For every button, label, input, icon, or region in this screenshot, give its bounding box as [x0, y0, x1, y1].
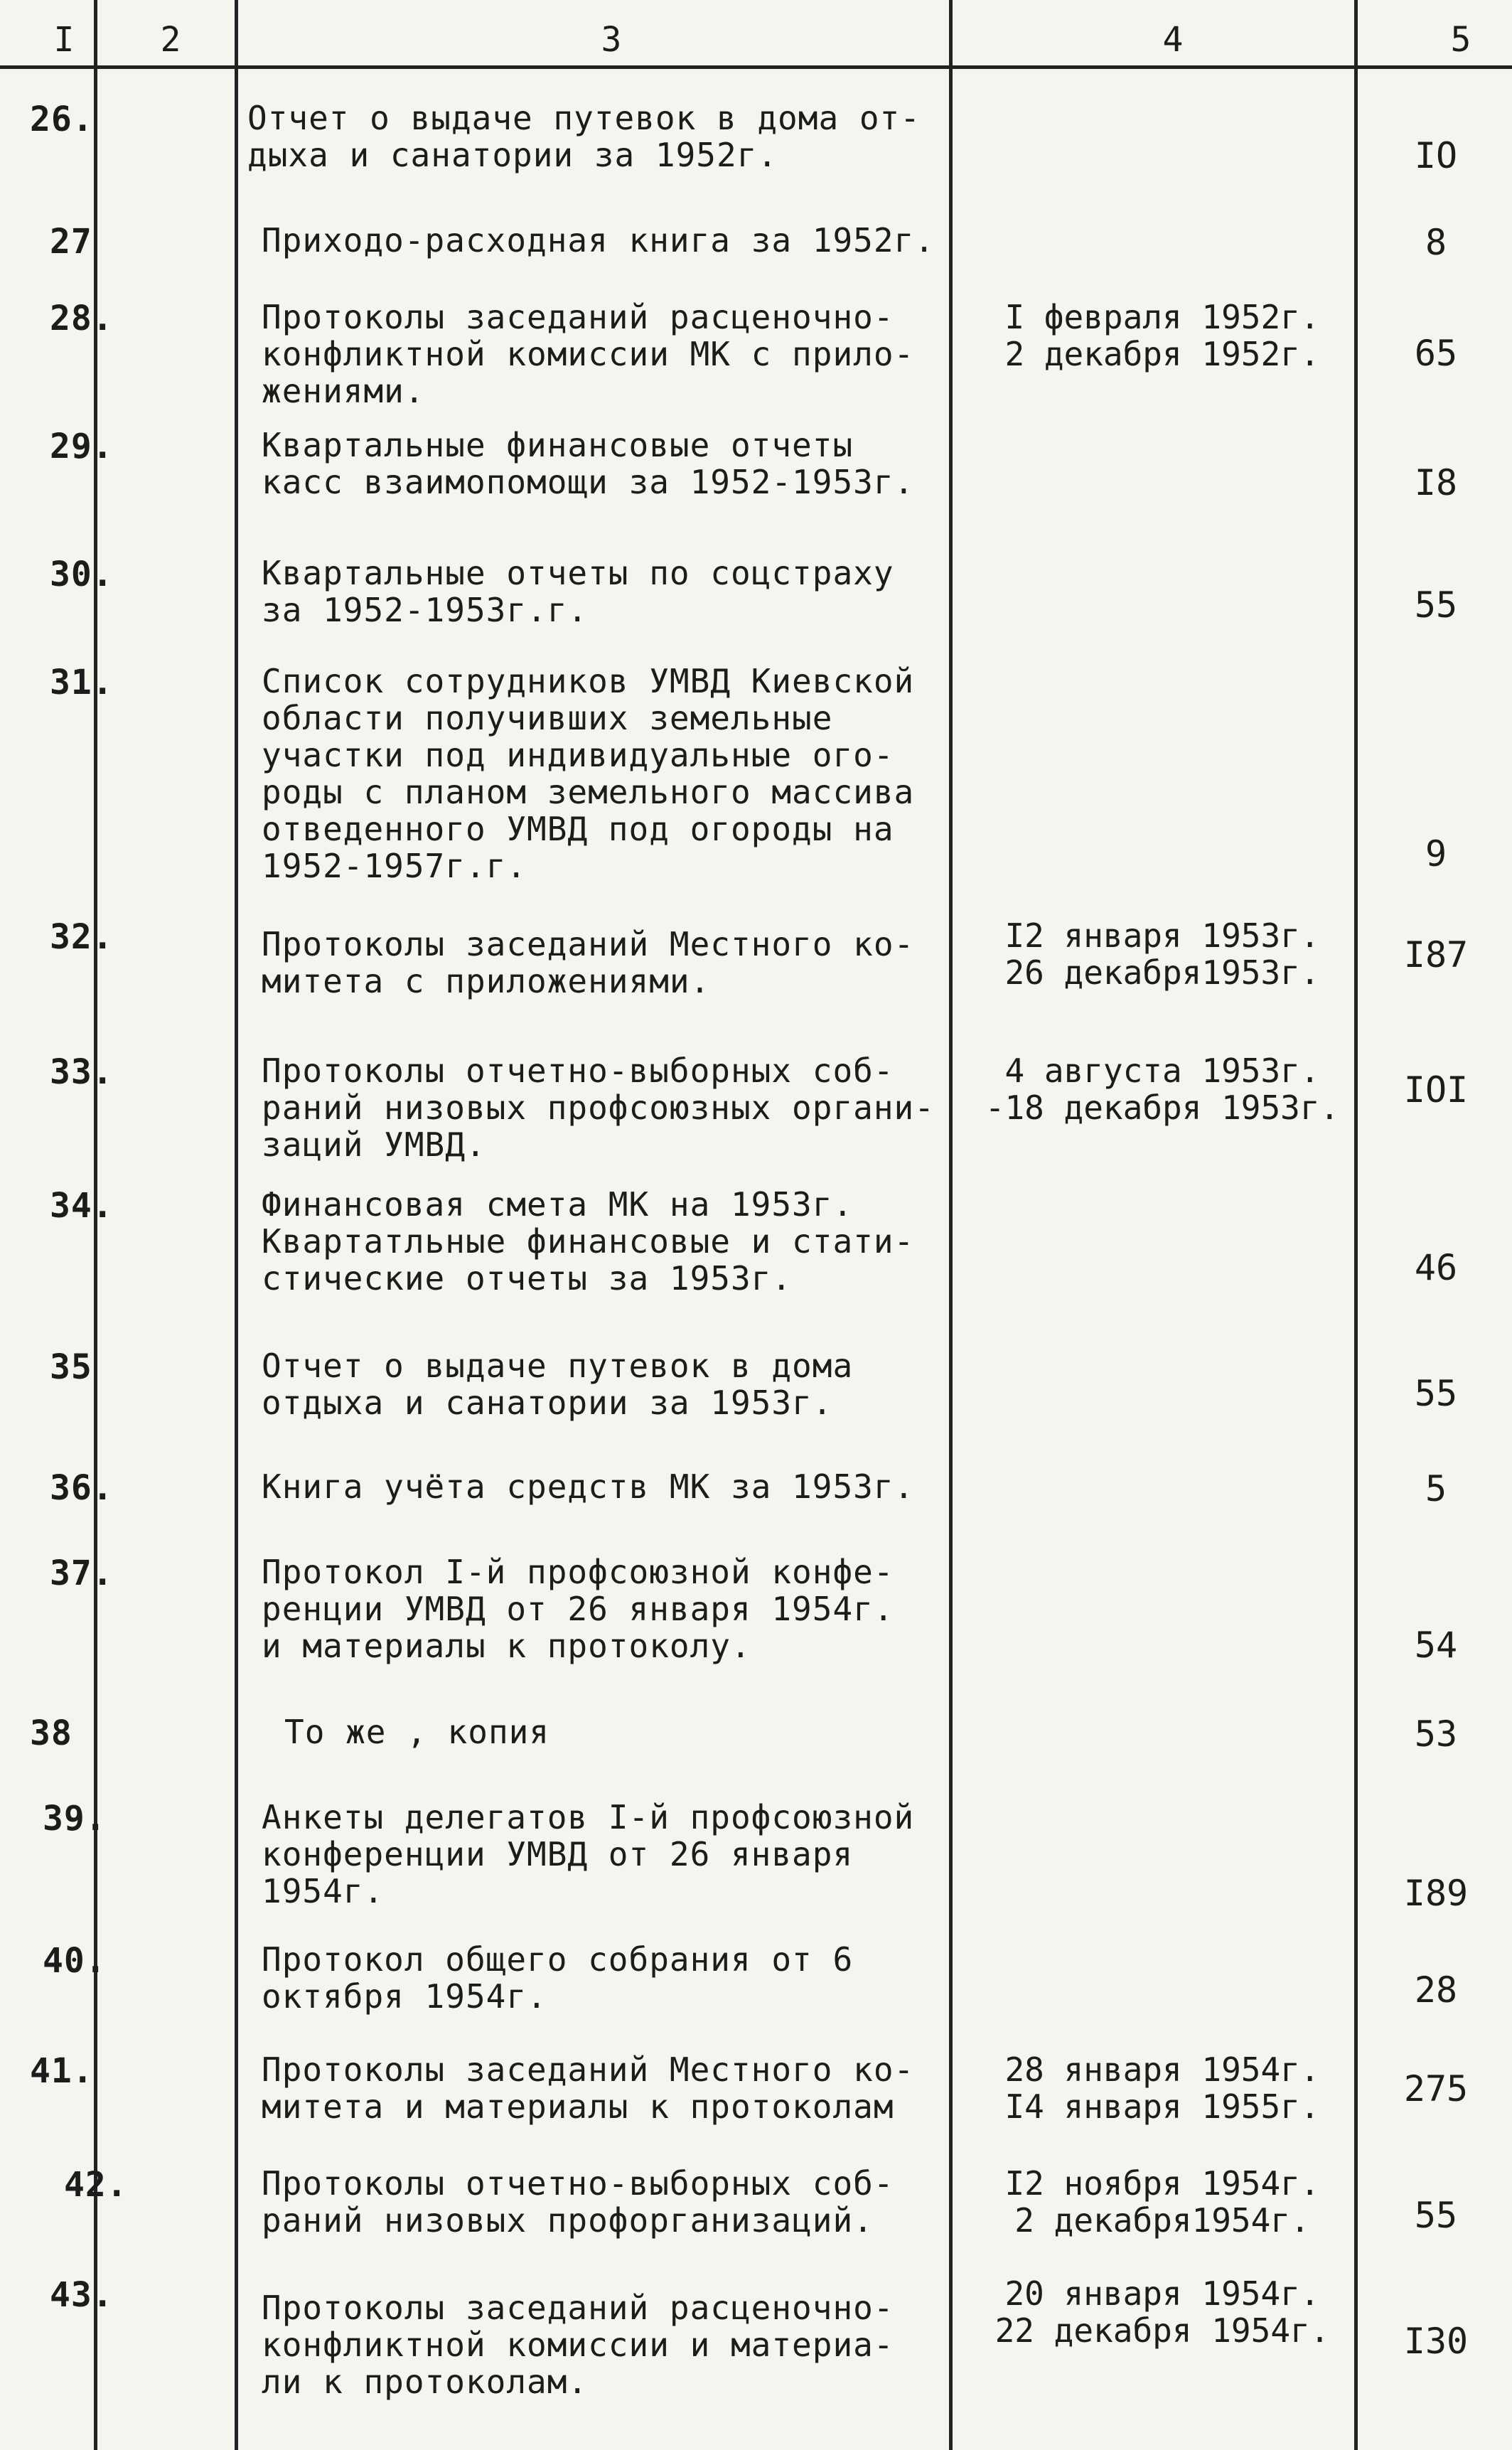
- row-count: IOI: [1403, 1069, 1469, 1111]
- row-title: Анкеты делегатов I-й профсоюзной конференции УМВД от 26 января 1954г.: [262, 1798, 915, 1910]
- row-number: 32.: [50, 917, 114, 957]
- row-title: Квартальные финансовые отчеты касс взаимопомощи за 1952-1953г.: [262, 426, 915, 501]
- row-title: Протоколы отчетно-выборных соб- раний низовых профсоюзных органи- заций УМВД.: [262, 1052, 935, 1164]
- row-number: 33.: [50, 1052, 114, 1092]
- row-count: 5: [1425, 1468, 1447, 1509]
- row-title: Протоколы заседаний Местного ко- митета и материалы к протоколам: [262, 2050, 915, 2126]
- row-dates: 20 января 1954г. 22 декабря 1954г.: [994, 2274, 1330, 2350]
- row-count: I87: [1403, 934, 1469, 975]
- row-count: 46: [1414, 1247, 1458, 1288]
- row-number: 30.: [50, 555, 114, 594]
- header-rule: [0, 65, 1512, 69]
- row-count: I89: [1403, 1873, 1469, 1914]
- row-title: То же , копия: [284, 1713, 550, 1751]
- row-title: Протоколы заседаний расценочно- конфликтной комиссии МК с прило- жениями.: [262, 298, 915, 410]
- row-count: 9: [1425, 833, 1447, 874]
- row-count: 55: [1414, 584, 1458, 626]
- row-title: Протоколы заседаний расценочно- конфликтной комиссии и материа- ли к протоколам.: [262, 2289, 894, 2401]
- row-dates: 4 августа 1953г. -18 декабря 1953г.: [985, 1052, 1340, 1127]
- row-dates: I2 ноября 1954г. 2 декабря1954г.: [1004, 2164, 1320, 2240]
- row-number: 43.: [50, 2275, 114, 2315]
- row-dates: 28 января 1954г. I4 января 1955г.: [1004, 2050, 1320, 2126]
- row-number: 36.: [50, 1468, 114, 1508]
- row-number: 40.: [43, 1941, 107, 1981]
- column-rule-4: [1354, 0, 1358, 2450]
- header-col-1: I: [53, 20, 75, 60]
- row-number: 41.: [30, 2051, 94, 2091]
- row-number: 37.: [50, 1553, 114, 1593]
- row-title: Квартальные отчеты по соцстраху за 1952-1953г.г.: [262, 554, 894, 629]
- row-dates: I февраля 1952г. 2 декабря 1952г.: [1004, 298, 1320, 373]
- row-count: 55: [1414, 1373, 1458, 1414]
- row-dates: I2 января 1953г. 26 декабря1953г.: [1004, 916, 1320, 992]
- row-number: 38: [30, 1713, 73, 1753]
- row-title: Протокол общего собрания от 6 октября 1954г.: [262, 1940, 854, 2016]
- row-count: 65: [1414, 333, 1458, 374]
- row-number: 42.: [64, 2165, 128, 2205]
- row-count: I8: [1414, 462, 1458, 503]
- row-title: Приходо-расходная книга за 1952г.: [262, 221, 935, 260]
- row-number: 35: [50, 1347, 92, 1387]
- row-number: 28.: [50, 299, 114, 338]
- row-title: Протокол I-й профсоюзной конфе- ренции УМВД от 26 января 1954г. и материалы к протоколу.: [262, 1553, 894, 1665]
- row-title: Список сотрудников УМВД Киевской области получивших земельные участки под индивидуальные ого- роды с планом земельного массива отведенного УМВД под огороды на 1952-1957г.г.: [262, 662, 915, 885]
- header-col-2: 2: [160, 20, 181, 60]
- row-count: 53: [1414, 1713, 1458, 1755]
- row-title: Книга учёта средств МК за 1953г.: [262, 1467, 915, 1506]
- row-count: I30: [1403, 2321, 1469, 2362]
- row-count: 54: [1414, 1625, 1458, 1666]
- column-rule-2: [235, 0, 238, 2450]
- row-number: 39.: [43, 1799, 107, 1839]
- row-number: 27: [50, 222, 92, 262]
- row-count: 8: [1425, 222, 1447, 263]
- row-title: Отчет о выдаче путевок в дома отдыха и санатории за 1953г.: [262, 1347, 854, 1422]
- row-title: Протоколы заседаний Местного ко- митета с приложениями.: [262, 925, 915, 1000]
- row-count: IO: [1414, 135, 1458, 176]
- row-count: 28: [1414, 1969, 1458, 2011]
- header-col-3: 3: [601, 20, 622, 60]
- header-col-4: 4: [1162, 20, 1184, 60]
- row-number: 34.: [50, 1186, 114, 1226]
- row-number: 31.: [50, 663, 114, 702]
- header-col-5: 5: [1450, 20, 1471, 60]
- row-number: 29.: [50, 427, 114, 466]
- row-title: Протоколы отчетно-выборных соб- раний низовых профорганизаций.: [262, 2164, 894, 2240]
- row-number: 26.: [30, 100, 94, 139]
- row-title: Финансовая смета МК на 1953г. Квартатльные финансовые и стати- стические отчеты за 1953г.: [262, 1185, 915, 1298]
- row-title: Отчет о выдаче путевок в дома от- дыха и санатории за 1952г.: [247, 99, 921, 174]
- row-count: 275: [1403, 2068, 1469, 2109]
- row-count: 55: [1414, 2195, 1458, 2236]
